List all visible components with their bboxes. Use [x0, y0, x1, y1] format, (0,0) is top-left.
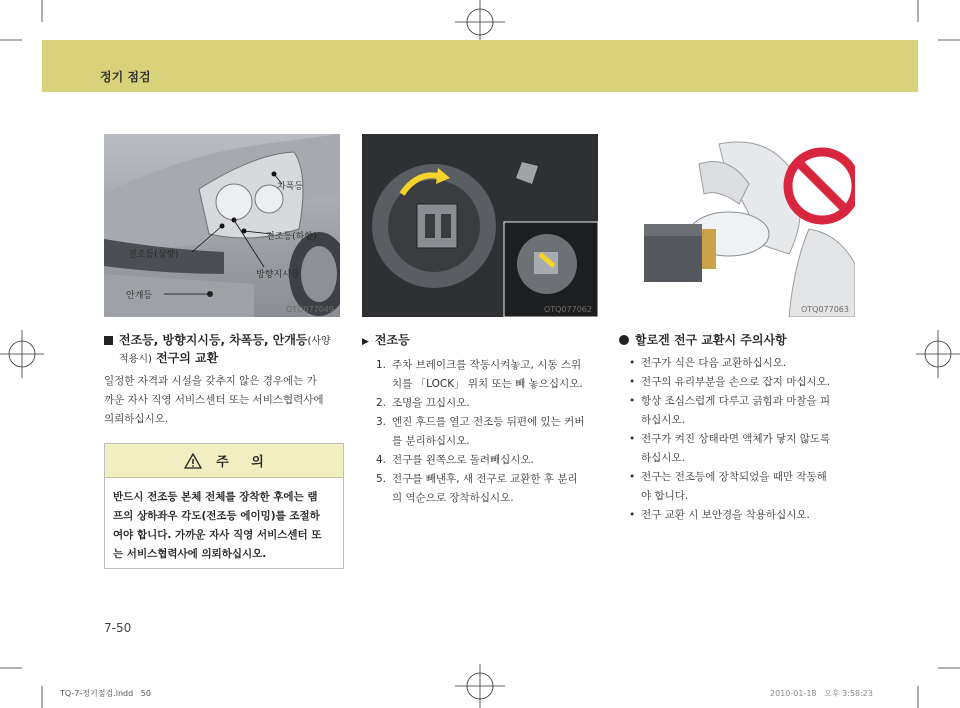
- caution-text: 반드시 전조등 본체 전체를 장착한 후에는 램 프의 상하좌우 각도(전조등 에이밍)를 조절하 여야 합니다. 가까운 자사 직영 서비스센터 또 는 서비스협력사에 의뢰하십시오.: [113, 491, 322, 560]
- list-item: 4. 전구를 왼쪽으로 돌려빼십시오.: [376, 454, 534, 466]
- callout-high-beam: 전조등(상향): [128, 250, 179, 260]
- page-number: 7-50: [104, 621, 132, 635]
- photo-code: OTQ077062: [543, 305, 592, 314]
- caution-box: [104, 443, 344, 569]
- list-item: 3. 엔진 후드를 열고 전조등 뒤편에 있는 커버 를 분리하십시오.: [376, 416, 585, 447]
- col3-section: 할로겐 전구 교환시 주의사항 • 전구가 식은 다음 교환하십시오. • 전구의 유리부분을 손으로 잡지 마십시오. • 항상 조심스럽게 다루고 긁힘과 마찰을 피 하십시오. • 전구가 켜진 상태라면 액체가 닿지 않도록 하십시오. • 전구는 전조등에 장착되었을 때만 작동해 야 합니다. • 전구 교환 시 보안경을 착용하십시오.: [619, 332, 859, 525]
- col1-paragraph: 일정한 자격과 시설을 갖추지 않은 경우에는 가 까운 자사 직영 서비스센터 또는 서비스협력사에 의뢰하십시오.: [104, 375, 324, 425]
- photo-code: OTQ077049: [285, 305, 334, 314]
- list-item: 1. 주차 브레이크를 작동시켜놓고, 시동 스위 치를 「LOCK」 위치 또는 빼 놓으십시오.: [376, 359, 583, 390]
- callout-low-beam: 전조등(하향): [266, 232, 317, 242]
- halogen-bulb-photo: [619, 134, 855, 317]
- triangle-bullet-icon: ▶: [362, 337, 369, 347]
- col2-section: ▶ 전조등 1. 주차 브레이크를 작동시켜놓고, 시동 스위 치를 「LOCK」 위치 또는 빼 놓으십시오. 2. 조명을 끄십시오. 3. 엔진 후드를 열고 전조등 뒤편에 있는 커버 를 분리하십시오. 4. 전구를 왼쪽으로 돌려빼십시오. 5. 전구를 빼낸후, 새 전구로 교환한 후 분리 의 역순으로 장착하십시오.: [362, 332, 602, 508]
- section-title: 정기 점검: [100, 70, 151, 84]
- header-band: [42, 40, 918, 92]
- square-bullet-icon: [104, 336, 113, 345]
- callout-fog: 안개등: [126, 291, 153, 301]
- circle-bullet-icon: [619, 335, 629, 345]
- list-item: 2. 조명을 끄십시오.: [376, 397, 470, 409]
- list-item: • 전구가 켜진 상태라면 액체가 닿지 않도록 하십시오.: [629, 433, 831, 464]
- col1-heading: 전조등, 방향지시등, 차폭등, 안개등(사양 적용시) 전구의 교환: [104, 332, 344, 368]
- list-item: • 전구가 식은 다음 교환하십시오.: [629, 357, 787, 369]
- list-item: 5. 전구를 빼낸후, 새 전구로 교환한 후 분리 의 역순으로 장착하십시오.: [376, 473, 578, 504]
- list-item: • 전구의 유리부분을 손으로 잡지 마십시오.: [629, 376, 831, 388]
- photo-code: OTQ077063: [800, 305, 849, 314]
- warning-triangle-icon: [184, 453, 202, 469]
- list-item: • 전구는 전조등에 장착되었을 때만 작동해 야 합니다.: [629, 471, 827, 502]
- caution-title: 주 의: [105, 444, 343, 478]
- footer-timestamp: 2010-01-18 오후 3:58:23: [770, 689, 873, 698]
- bulb-removal-photo: [362, 134, 598, 317]
- callout-turn-signal: 방향지시등: [256, 270, 300, 280]
- list-item: • 전구 교환 시 보안경을 착용하십시오.: [629, 509, 810, 521]
- headlamp-photo: [104, 134, 340, 317]
- callout-side-marker: 차폭등: [277, 182, 304, 192]
- list-item: • 항상 조심스럽게 다루고 긁힘과 마찰을 피 하십시오.: [629, 395, 831, 426]
- footer-filename: TQ-7-정기점검.indd 50: [60, 689, 151, 698]
